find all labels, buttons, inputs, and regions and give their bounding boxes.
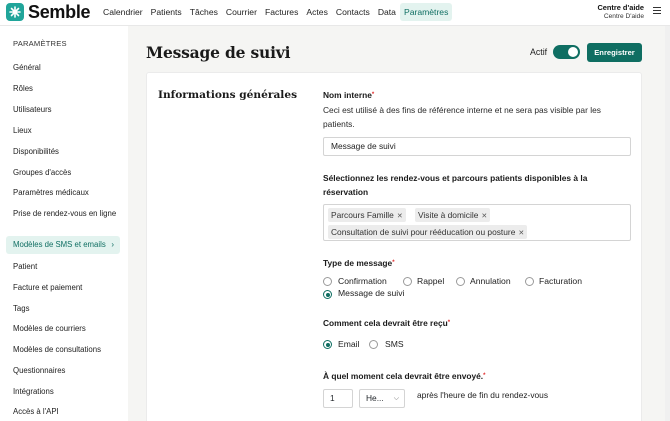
page-title: Message de suivi xyxy=(146,43,291,62)
app-logo[interactable] xyxy=(6,2,90,22)
main-content xyxy=(128,26,670,421)
sidebar-item-utilisateurs[interactable]: Utilisateurs xyxy=(13,105,52,114)
nav-item-actes[interactable]: Actes xyxy=(306,7,328,17)
active-toggle-label: Actif xyxy=(530,47,548,57)
chevron-right-icon: › xyxy=(111,240,114,249)
required-marker: * xyxy=(447,320,451,326)
internal-name-help: Ceci est utilisé à des fins de référence interne et ne sera pas visible par les patients. xyxy=(323,105,601,129)
sidebar-item-modeles-courriers[interactable]: Modèles de courriers xyxy=(13,324,86,333)
help-center-subtitle: Centre D'aide xyxy=(603,13,644,20)
required-marker: * xyxy=(483,373,486,379)
active-toggle[interactable] xyxy=(553,45,580,59)
remove-tag-icon[interactable]: ✕ xyxy=(518,230,525,237)
nav-item-courrier[interactable]: Courrier xyxy=(225,7,257,17)
semble-logo-icon xyxy=(6,3,24,21)
message-type-label: Type de message* xyxy=(323,258,395,268)
internal-name-label: Nom interne* xyxy=(323,90,375,100)
help-center-link[interactable] xyxy=(597,3,644,21)
sidebar-item-label: Modèles de SMS et emails xyxy=(13,240,106,249)
nav-item-calendrier[interactable]: Calendrier xyxy=(103,7,143,17)
sidebar-item-tags[interactable]: Tags xyxy=(13,304,30,313)
required-marker: * xyxy=(371,92,375,98)
nav-item-parametres[interactable]: Paramètres xyxy=(400,3,452,21)
sidebar-item-prise-rdv-en-ligne[interactable]: Prise de rendez-vous en ligne xyxy=(13,209,117,218)
radio-label-annulation: Annulation xyxy=(470,276,511,286)
nav-item-contacts[interactable]: Contacts xyxy=(335,7,370,17)
appointment-tag: Consultation de suivi pour rééducation ou posture ✕ xyxy=(328,225,527,239)
remove-tag-icon[interactable]: ✕ xyxy=(481,213,488,220)
nav-item-taches[interactable]: Tâches xyxy=(189,7,218,17)
sidebar-item-roles[interactable]: Rôles xyxy=(13,84,33,93)
radio-annulation[interactable] xyxy=(456,277,465,286)
remove-tag-icon[interactable]: ✕ xyxy=(396,213,403,220)
sidebar-item-general[interactable]: Général xyxy=(13,63,41,72)
hamburger-menu-icon[interactable] xyxy=(653,7,661,15)
sidebar-item-questionnaires[interactable]: Questionnaires xyxy=(13,366,66,375)
appointments-multiselect[interactable] xyxy=(323,204,631,241)
page-scrollbar[interactable] xyxy=(665,26,670,421)
toggle-knob xyxy=(568,47,578,57)
save-button[interactable]: Enregistrer xyxy=(587,43,642,62)
radio-label-sms: SMS xyxy=(385,339,404,349)
sidebar-item-integrations[interactable]: Intégrations xyxy=(13,387,54,396)
help-center-title: Centre d'aide xyxy=(597,3,644,12)
required-marker: * xyxy=(392,260,395,266)
nav-item-data[interactable]: Data xyxy=(377,7,396,17)
appointment-tag: Visite à domicile ✕ xyxy=(415,208,490,222)
sidebar-title: PARAMÈTRES xyxy=(13,39,67,48)
section-title: Informations générales xyxy=(158,89,298,101)
radio-label-message-de-suivi: Message de suivi xyxy=(338,288,405,298)
radio-label-facturation: Facturation xyxy=(539,276,582,286)
radio-email[interactable] xyxy=(323,340,332,349)
sidebar-item-disponibilites[interactable]: Disponibilités xyxy=(13,147,59,156)
sidebar-item-parametres-medicaux[interactable]: Paramètres médicaux xyxy=(13,188,89,197)
radio-label-rappel: Rappel xyxy=(417,276,445,286)
timing-label: À quel moment cela devrait être envoyé.* xyxy=(323,371,486,381)
radio-rappel[interactable] xyxy=(403,277,412,286)
timing-amount-input[interactable]: 1 xyxy=(323,389,353,408)
timing-unit-value: He... xyxy=(366,393,384,403)
radio-confirmation[interactable] xyxy=(323,277,332,286)
radio-label-email: Email xyxy=(338,339,360,349)
appointment-tag: Parcours Famille ✕ xyxy=(328,208,406,222)
radio-message-de-suivi[interactable] xyxy=(323,290,332,299)
sidebar-item-patient[interactable]: Patient xyxy=(13,262,38,271)
sidebar-item-modeles-sms-emails[interactable] xyxy=(6,236,120,254)
app-name: Semble xyxy=(28,1,91,22)
timing-suffix: après l'heure de fin du rendez-vous xyxy=(417,390,549,400)
chevron-down-icon: ⌵ xyxy=(393,395,399,402)
sidebar-item-modeles-consultations[interactable]: Modèles de consultations xyxy=(13,345,101,354)
general-info-card xyxy=(146,72,642,421)
radio-sms[interactable] xyxy=(369,340,378,349)
sidebar-item-acces-api[interactable]: Accès à l'API xyxy=(13,407,59,416)
channel-label: Comment cela devrait être reçu* xyxy=(323,318,451,328)
nav-item-patients[interactable]: Patients xyxy=(150,7,182,17)
nav-item-factures[interactable]: Factures xyxy=(264,7,299,17)
top-bar xyxy=(0,0,670,26)
main-nav xyxy=(99,3,452,21)
sidebar-item-facture-paiement[interactable]: Facture et paiement xyxy=(13,283,83,292)
internal-name-input[interactable]: Message de suivi xyxy=(323,137,631,156)
radio-facturation[interactable] xyxy=(525,277,534,286)
sidebar-item-lieux[interactable]: Lieux xyxy=(13,126,32,135)
radio-label-confirmation: Confirmation xyxy=(338,276,387,286)
sidebar-item-groupes-acces[interactable]: Groupes d'accès xyxy=(13,168,72,177)
appointments-label: Sélectionnez les rendez-vous et parcours patients disponibles à la réservation xyxy=(323,173,588,197)
settings-sidebar xyxy=(0,26,128,421)
timing-unit-select[interactable] xyxy=(359,389,405,408)
